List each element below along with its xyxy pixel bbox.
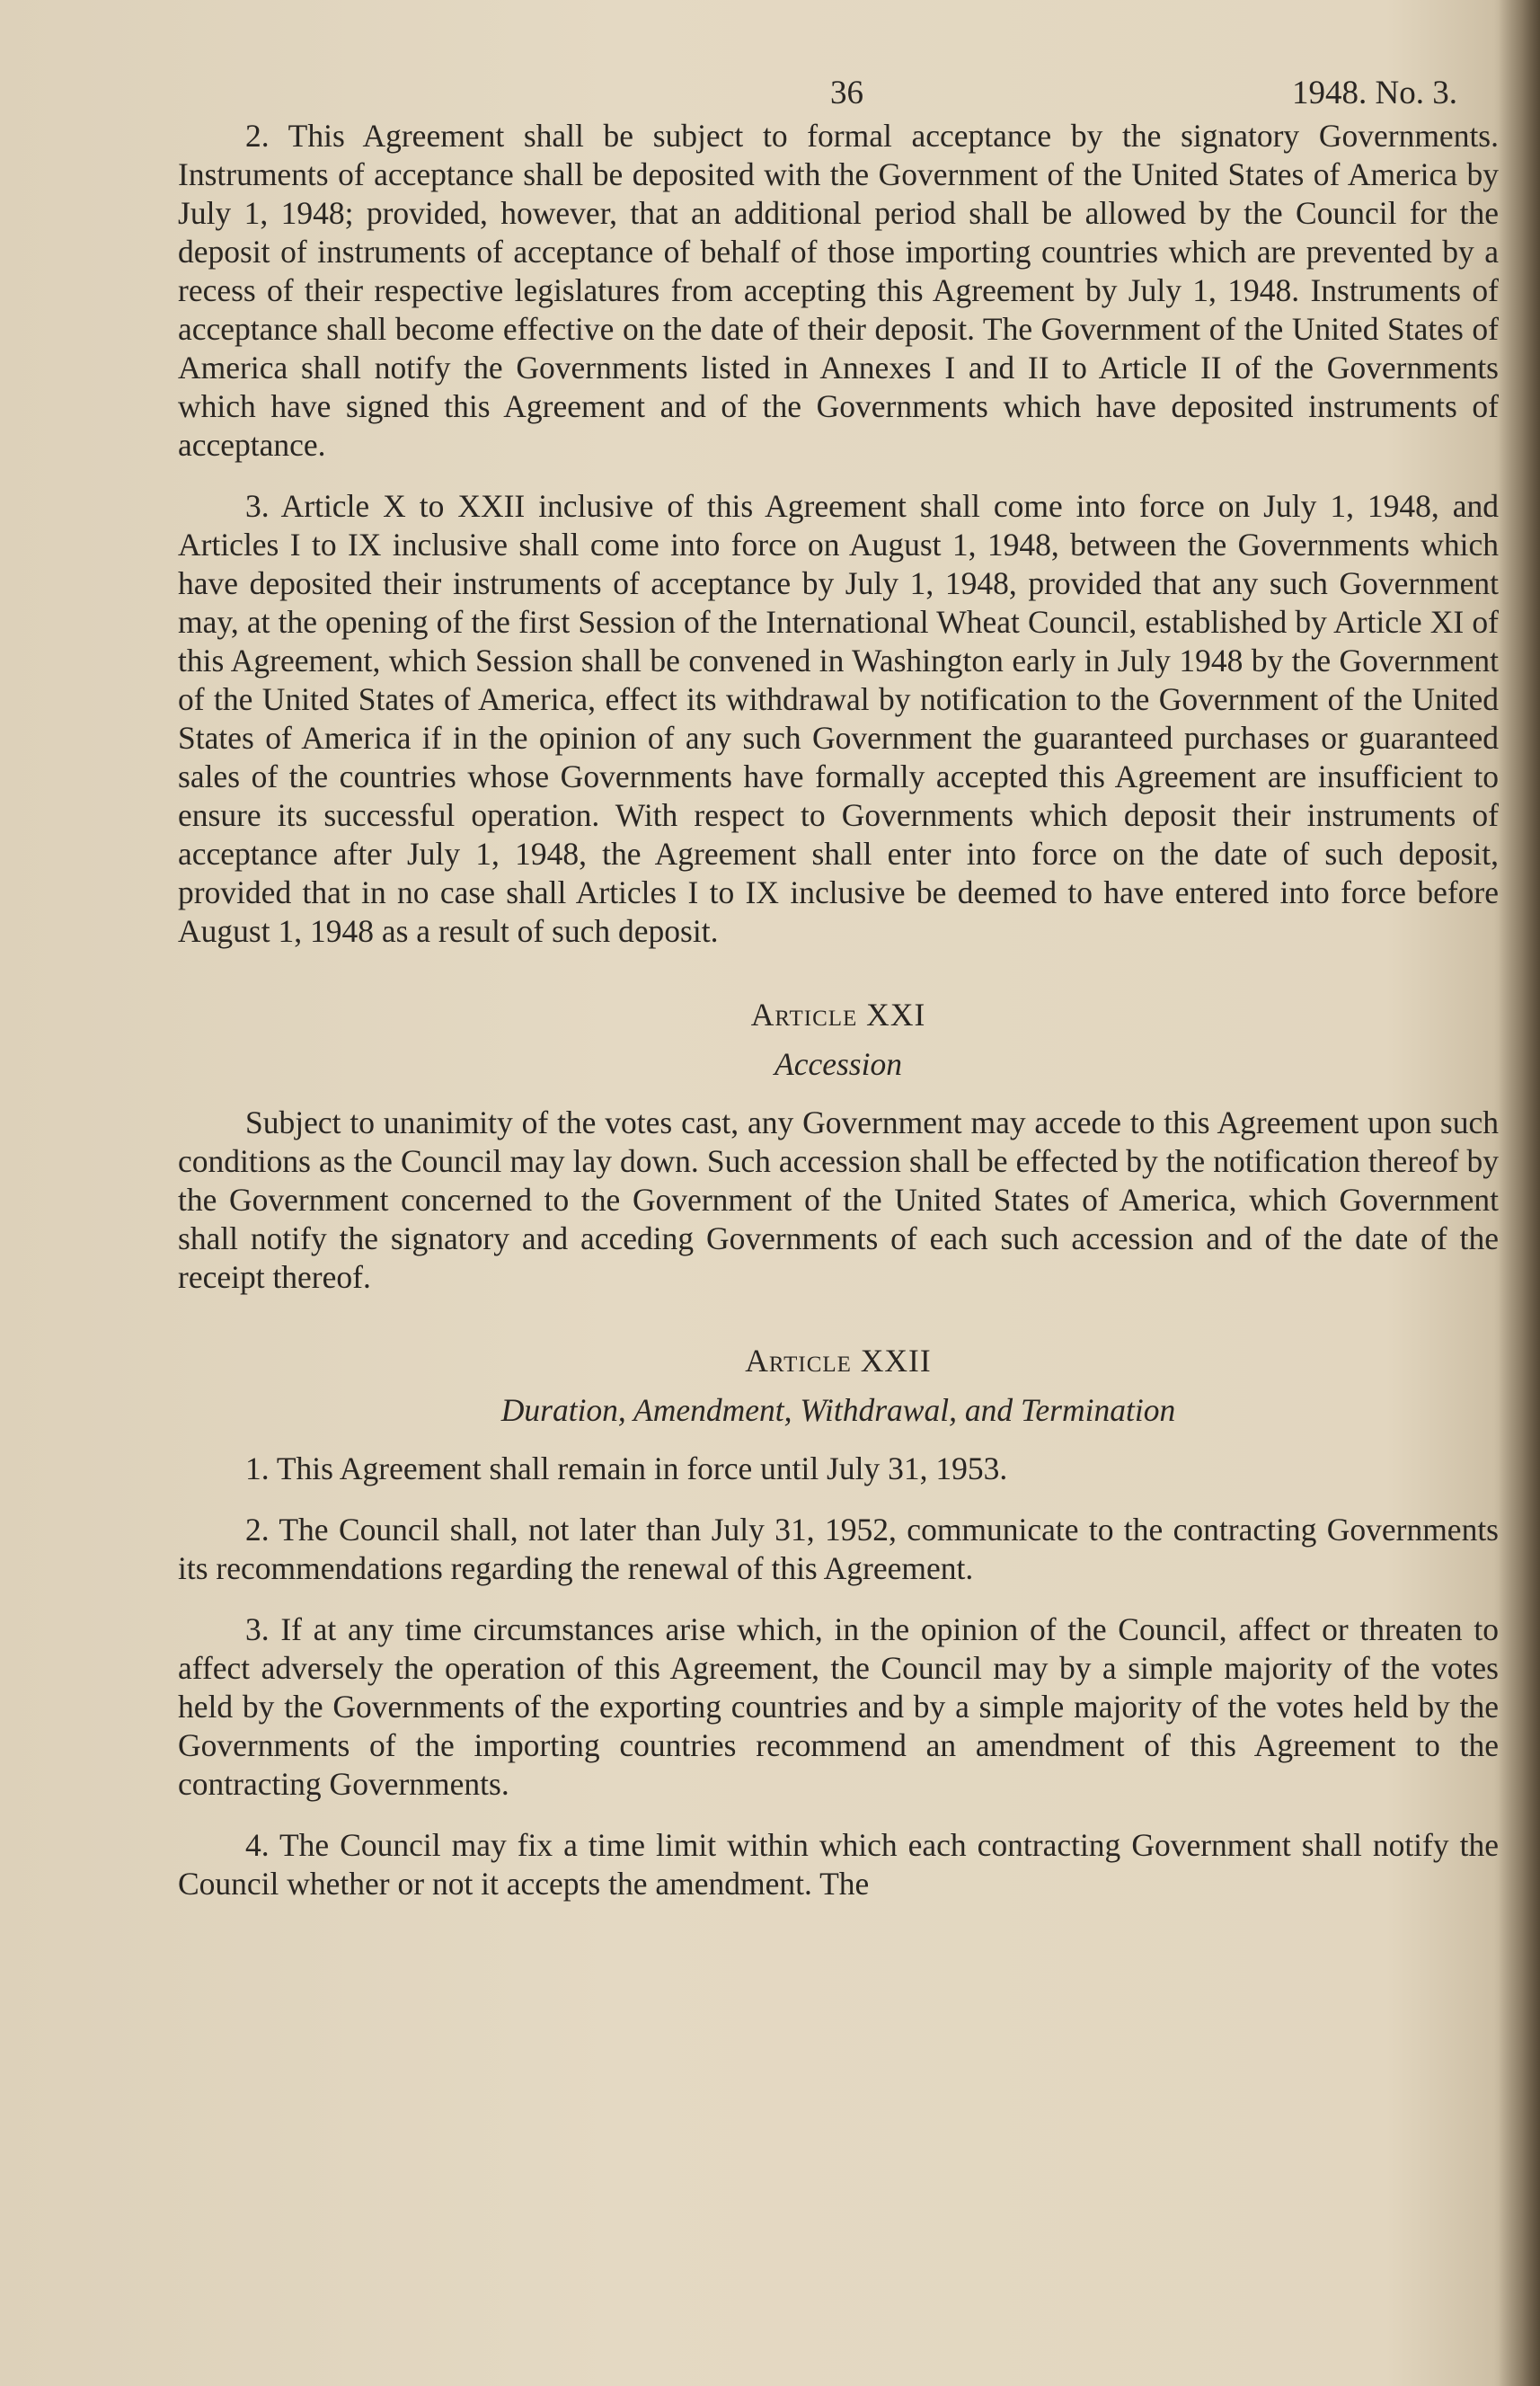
page-number: 36 <box>830 75 863 111</box>
article-xxii-subheading: Duration, Amendment, Withdrawal, and Termination <box>500 1392 1176 1428</box>
article-xxii-heading: Article XXII <box>745 1343 932 1379</box>
article-xxi-paragraph: Subject to unanimity of the votes cast, any Government may accede to this Agreement upon such conditions as the Council may lay down. Such accession shall be effected by the notification thereof by the Government concerned to the Government of the United States of America, which Government shall notify the signatory and acceding Governments of each such accession and of the date of the receipt thereof. <box>178 1104 1499 1295</box>
running-head: 1948. No. 3. <box>1292 75 1457 111</box>
article-xxii-paragraph-3: 3. If at any time circumstances arise which, in the opinion of the Council, affect or threaten to affect adversely the operation of this Agreement, the Council may by a simple majority of the votes held by the Governments of the exporting countries and by a simple majority of the votes held by the Governments of the importing countries recommend an amendment of this Agreement to the contracting Governments. <box>178 1611 1499 1802</box>
page-header <box>178 54 1499 117</box>
paragraph-3: 3. Article X to XXII inclusive of this Agreement shall come into force on July 1, 1948, and Articles I to IX inclusive shall come into force on August 1, 1948, between the Governments which have deposited their instruments of acceptance by July 1, 1948, provided that any such Government may, at the opening of the first Session of the International Wheat Council, established by Article XI of this Agreement, which Session shall be convened in Washington early in July 1948 by the Government of the United States of America, effect its withdrawal by notification to the Government of the United States of America if in the opinion of any such Government the guaranteed purchases or guaranteed sales of the countries whose Governments have formally accepted this Agreement are insufficient to ensure its successful operation. With respect to Governments which deposit their instruments of acceptance after July 1, 1948, the Agreement shall enter into force on the date of such deposit, provided that in no case shall Articles I to IX inclusive be deemed to have entered into force before August 1, 1948 as a result of such deposit. <box>178 488 1499 949</box>
page-content <box>178 54 1499 1926</box>
paragraph-2: 2. This Agreement shall be subject to formal acceptance by the signatory Governments. Instruments of acceptance shall be deposited with the Government of the United States of America by July 1, 1948; provided, however, that an additional period shall be allowed by the Council for the deposit of instruments of acceptance of behalf of those importing countries which are prevented by a recess of their respective legislatures from accepting this Agreement by July 1, 1948. Instruments of acceptance shall become effective on the date of their deposit. The Government of the United States of America shall notify the Governments listed in Annexes I and II to Article II of the Governments which have signed this Agreement and of the Governments which have deposited instruments of acceptance. <box>178 118 1499 463</box>
article-xxii-paragraph-2: 2. The Council shall, not later than July 31, 1952, communicate to the contracting Governments its recommendations regarding the renewal of this Agreement. <box>178 1512 1499 1586</box>
page-edge-shadow <box>1499 0 1540 2386</box>
article-xxii-paragraph-4: 4. The Council may fix a time limit within which each contracting Government shall notify the Council whether or not it accepts the amendment. The <box>178 1827 1499 1902</box>
article-xxi-subheading: Accession <box>774 1046 902 1082</box>
article-xxii-paragraph-1: 1. This Agreement shall remain in force until July 31, 1953. <box>245 1450 1008 1486</box>
article-xxi-heading: Article XXI <box>750 997 926 1033</box>
